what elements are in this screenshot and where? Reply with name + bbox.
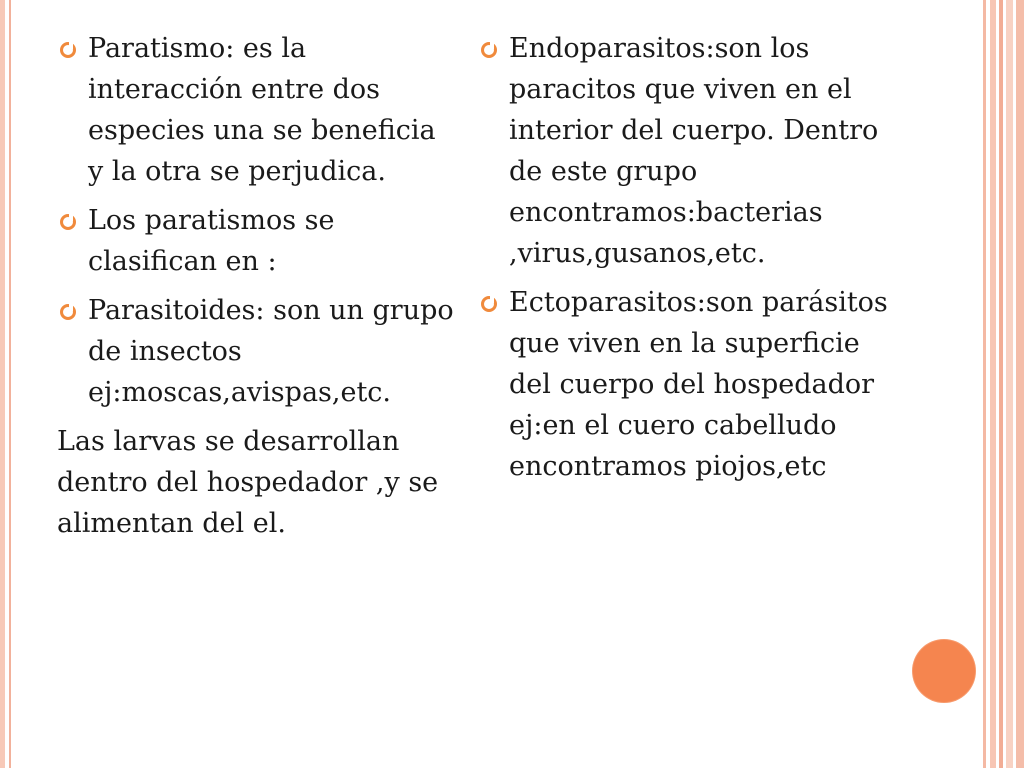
left-edge-stripe bbox=[0, 0, 5, 768]
bullet-icon bbox=[60, 304, 76, 320]
left-column bbox=[57, 28, 457, 552]
bullet-text: Ectoparasitos:son parásitos que viven en la superficie del cuerpo del hospedador ej:en el cuero cabelludo encontramos piojos,etc bbox=[509, 287, 888, 482]
left-edge-stripe-thin bbox=[9, 0, 11, 768]
bullet-text: Parasitoides: son un grupo de insectos ej:moscas,avispas,etc. bbox=[88, 295, 454, 408]
bullet-icon bbox=[60, 214, 76, 230]
bullet-item bbox=[57, 200, 457, 282]
right-edge-stripe bbox=[983, 0, 986, 768]
right-edge-stripe bbox=[999, 0, 1003, 768]
bullet-text: Paratismo: es la interacción entre dos especies una se beneficia y la otra se perjudica. bbox=[88, 33, 436, 187]
decorative-circle bbox=[913, 640, 975, 702]
paragraph-text: Las larvas se desarrollan dentro del hospedador ,y se alimentan del el. bbox=[57, 426, 439, 539]
bullet-icon bbox=[481, 296, 497, 312]
bullet-icon bbox=[481, 42, 497, 58]
bullet-item bbox=[57, 28, 457, 192]
right-edge-stripe bbox=[1016, 0, 1024, 768]
bullet-text: Endoparasitos:son los paracitos que viven en el interior del cuerpo. Dentro de este grupo encontramos:bacterias ,virus,gusanos,etc. bbox=[509, 33, 879, 269]
bullet-icon bbox=[60, 42, 76, 58]
bullet-item bbox=[478, 28, 898, 274]
right-edge-stripe bbox=[1006, 0, 1013, 768]
right-column bbox=[478, 28, 898, 495]
bullet-item bbox=[57, 290, 457, 413]
right-edge-stripe bbox=[990, 0, 996, 768]
bullet-text: Los paratismos se clasifican en : bbox=[88, 205, 335, 277]
body-paragraph bbox=[57, 421, 457, 544]
bullet-item bbox=[478, 282, 898, 487]
